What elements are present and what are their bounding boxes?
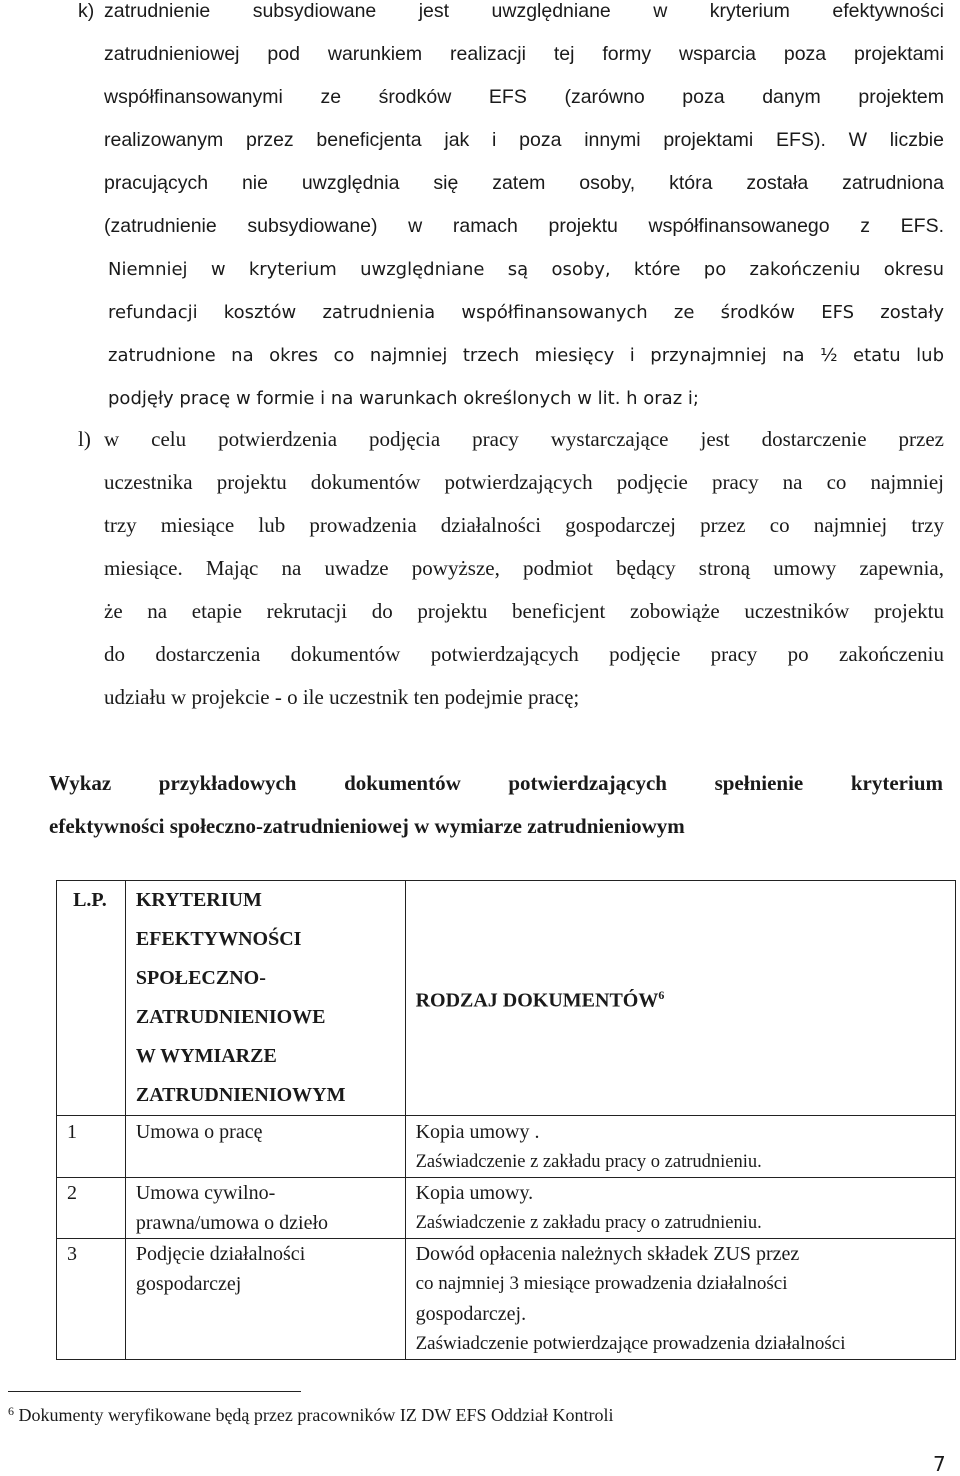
row-documents [405,1239,955,1360]
text-line: uczestnika projektu dokumentów potwierdzających podjęcie pracy na co najmniej [104,470,944,494]
row-criterion [125,1239,405,1360]
text-line: trzy miesiące lub prowadzenia działalności gospodarczej przez co najmniej trzy [104,513,944,537]
row-lp: 2 [57,1178,126,1239]
row-document-line: Zaświadczenie potwierdzające prowadzenia działalności [415,1333,846,1354]
row-document-line: Zaświadczenie z zakładu pracy o zatrudnieniu. [415,1213,762,1233]
text-line: współfinansowanymi ze środków EFS (zarówno poza danym projektem [104,86,944,108]
row-document-line: gospodarczej. [415,1303,527,1325]
text-line: w celu potwierdzenia podjęcia pracy wystarczające jest dostarczenie przez [104,427,944,451]
text-line: zatrudnieniowej pod warunkiem realizacji tej formy wsparcia poza projektami [104,43,944,65]
documents-table [56,880,956,1360]
header-criterion-line: KRYTERIUM [135,889,262,911]
heading-line: efektywności społeczno-zatrudnieniowej w wymiarze zatrudnieniowym [49,814,685,838]
row-criterion [125,1116,405,1178]
list-marker: l) [78,427,91,451]
page-number: 7 [933,1452,946,1476]
text-line: podjęły pracę w formie i na warunkach określonych w lit. h oraz i; [108,388,699,409]
footnote [8,1404,614,1426]
header-criterion-line: SPOŁECZNO- [135,967,266,989]
header-criterion-line: W WYMIARZE [135,1045,277,1067]
header-documents-label: RODZAJ DOKUMENTÓW [415,989,659,1012]
section-heading [49,762,943,848]
table-header-row [57,881,956,1116]
header-criterion-line: EFEKTYWNOŚCI [135,928,302,950]
text-line: realizowanym przez beneficjenta jak i poza innymi projektami EFS). W liczbie [104,129,944,151]
row-criterion-line: Umowa cywilno- [135,1182,276,1204]
text-line: do dostarczenia dokumentów potwierdzających podjęcie pracy po zakończeniu [104,642,944,666]
row-criterion-line: prawna/umowa o dzieło [135,1212,329,1234]
text-line: że na etapie rekrutacji do projektu beneficjent zobowiąże uczestników projektu [104,599,944,623]
header-documents [405,881,955,1116]
header-criterion [125,881,405,1116]
footnote-reference: 6 [658,987,665,1002]
table-row [57,1178,956,1239]
row-criterion-line: gospodarczej [135,1273,242,1295]
row-documents [405,1116,955,1178]
text-line: Niemniej w kryterium uwzględniane są osoby, które po zakończeniu okresu [108,259,944,280]
row-document-line: Kopia umowy. [415,1182,534,1204]
row-criterion-line: Podjęcie działalności [135,1243,306,1265]
heading-line: Wykaz przykładowych dokumentów potwierdzających spełnienie kryterium [49,771,943,795]
row-criterion [125,1178,405,1239]
text-line: udziału w projekcie - o ile uczestnik ten podejmie pracę; [104,685,580,709]
row-lp: 3 [57,1239,126,1360]
text-line: pracujących nie uwzględnia się zatem osoby, która została zatrudniona [104,172,944,194]
row-lp: 1 [57,1116,126,1178]
text-line: zatrudnione na okres co najmniej trzech miesięcy i przynajmniej na ½ etatu lub [108,345,944,366]
header-lp-label: L.P. [73,889,107,911]
text-line: zatrudnienie subsydiowane jest uwzględniane w kryterium efektywności [104,0,944,22]
row-documents [405,1178,955,1239]
footnote-text: Dokumenty weryfikowane będą przez pracowników IZ DW EFS Oddział Kontroli [18,1405,614,1425]
text-line: miesiące. Mając na uwadze powyższe, podmiot będący stroną umowy zapewnia, [104,556,944,580]
header-criterion-line: ZATRUDNIENIOWYM [135,1084,346,1106]
list-item-text [104,418,944,719]
text-line: (zatrudnienie subsydiowane) w ramach projektu współfinansowanego z EFS. [104,215,944,237]
footnote-separator [8,1391,301,1392]
header-criterion-line: ZATRUDNIENIOWE [135,1006,326,1028]
row-criterion-line: Umowa o pracę [135,1121,263,1143]
text-line: refundacji kosztów zatrudnienia współfinansowanych ze środków EFS zostały [108,302,944,323]
row-document-line: Dowód opłacenia należnych składek ZUS przez [415,1243,800,1265]
header-lp [57,881,126,1116]
row-document-line: co najmniej 3 miesiące prowadzenia działalności [415,1273,788,1294]
row-document-line: Kopia umowy . [415,1121,540,1143]
footnote-number: 6 [8,1404,14,1418]
row-document-line: Zaświadczenie z zakładu pracy o zatrudnieniu. [415,1152,762,1172]
table-row [57,1239,956,1360]
list-item-text [104,0,944,420]
table-row [57,1116,956,1178]
list-marker: k) [78,0,95,22]
